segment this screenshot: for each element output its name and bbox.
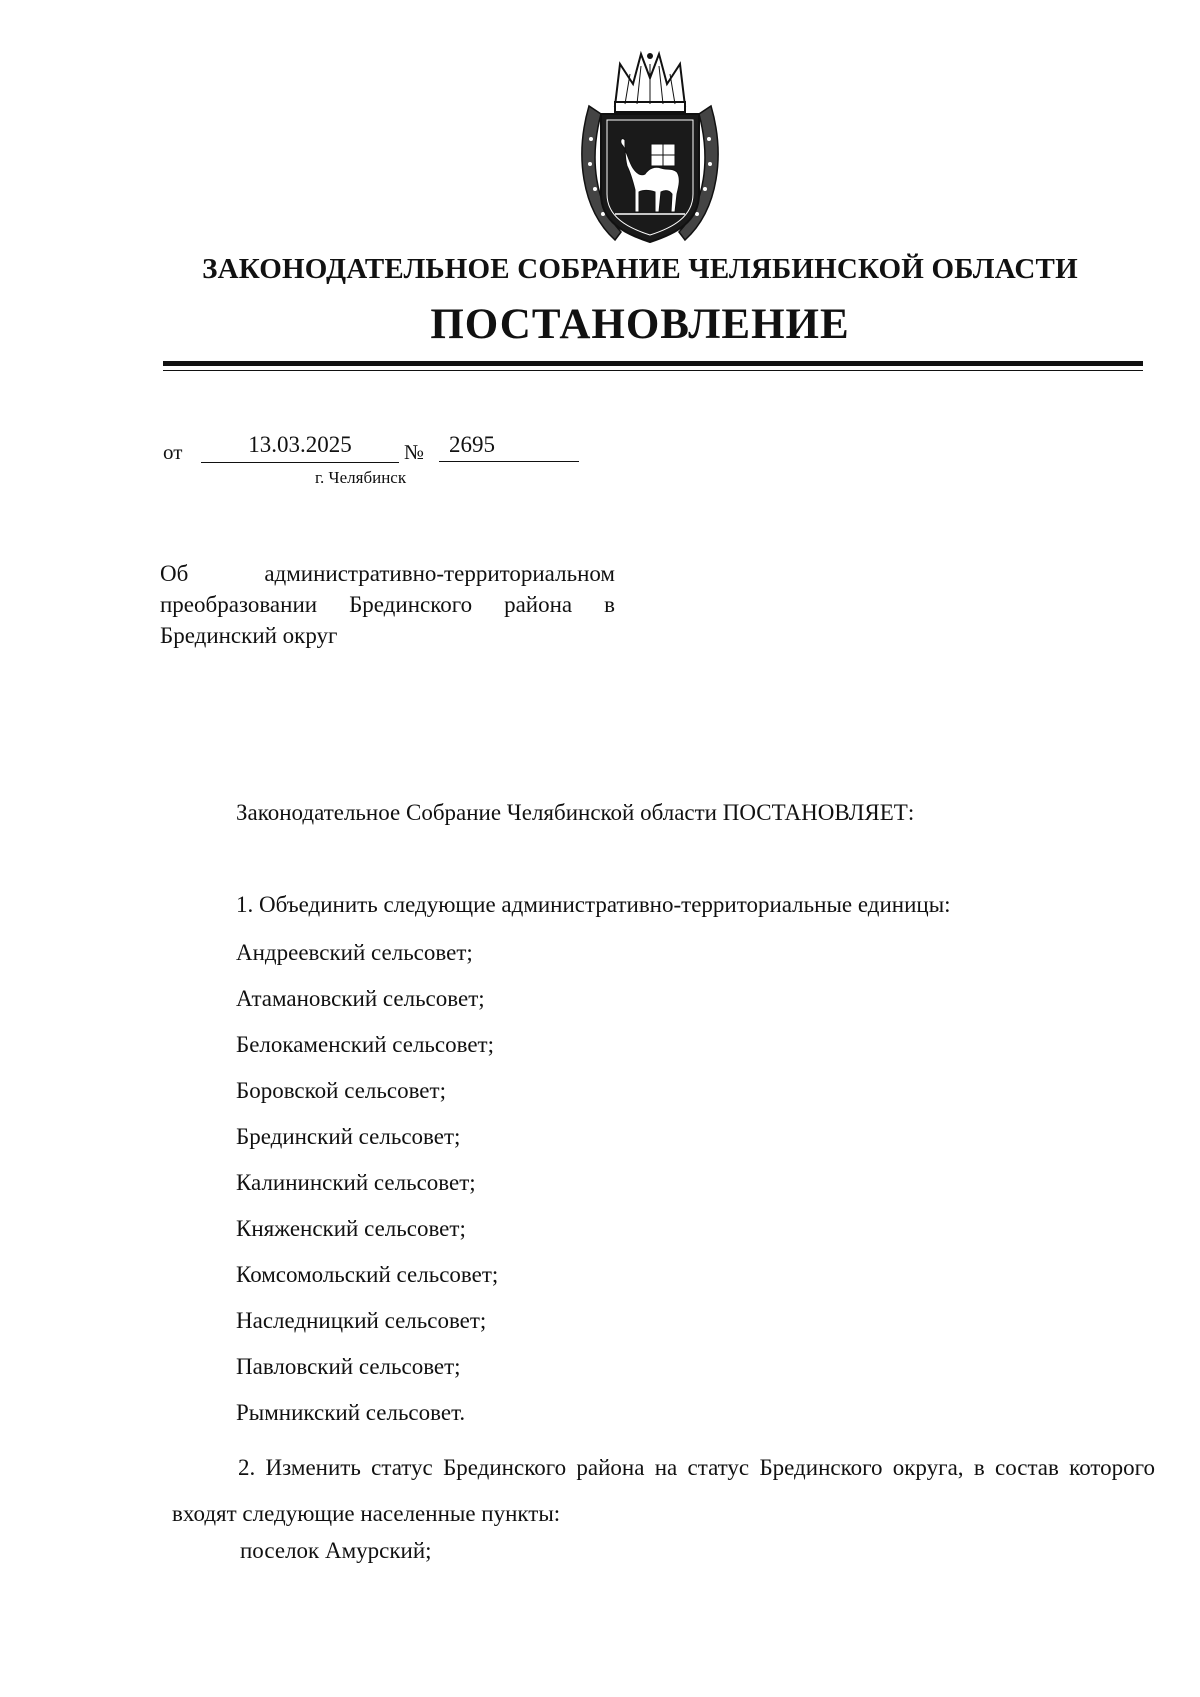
list-item: Комсомольский сельсовет; [236,1262,499,1287]
number-sign: № [404,440,425,464]
list-item: Княженский сельсовет; [236,1216,466,1241]
preamble: Законодательное Собрание Челябинской области ПОСТАНОВЛЯЕТ: [236,800,915,825]
item-1-heading: 1. Объединить следующие административно-территориальные единицы: [236,892,951,917]
list-item: Калининский сельсовет; [236,1170,476,1195]
item-2-paragraph: 2. Изменить статус Брединского района на статус Брединского округа, в состав которого входят следующие населенные пункты: [172,1455,1155,1526]
document-subject: Об административно-территориальном преобразовании Брединского района в Брединский округ [160,561,615,648]
list-item: Наследницкий сельсовет; [236,1308,487,1333]
document-date: 13.03.2025 [201,432,399,463]
organization-title: ЗАКОНОДАТЕЛЬНОЕ СОБРАНИЕ ЧЕЛЯБИНСКОЙ ОБЛАСТИ [202,253,1078,285]
header-divider-thick [163,361,1143,366]
header-divider-thin [163,370,1143,371]
administrative-units-list [236,938,498,1444]
settlement-item: поселок Амурский; [240,1538,432,1563]
date-prefix: от [163,440,183,464]
document-city: г. Челябинск [315,468,407,487]
list-item: Павловский сельсовет; [236,1354,461,1379]
list-item: Белокаменский сельсовет; [236,1032,494,1057]
chelyabinsk-coat-of-arms-icon [575,44,725,249]
list-item: Атамановский сельсовет; [236,986,485,1011]
list-item: Андреевский сельсовет; [236,940,473,965]
document-number: 2695 [439,432,579,462]
document-type-title: ПОСТАНОВЛЕНИЕ [430,301,850,348]
list-item: Боровской сельсовет; [236,1078,446,1103]
list-item: Брединский сельсовет; [236,1124,461,1149]
document-meta [163,432,583,468]
list-item: Рымникский сельсовет. [236,1400,466,1425]
